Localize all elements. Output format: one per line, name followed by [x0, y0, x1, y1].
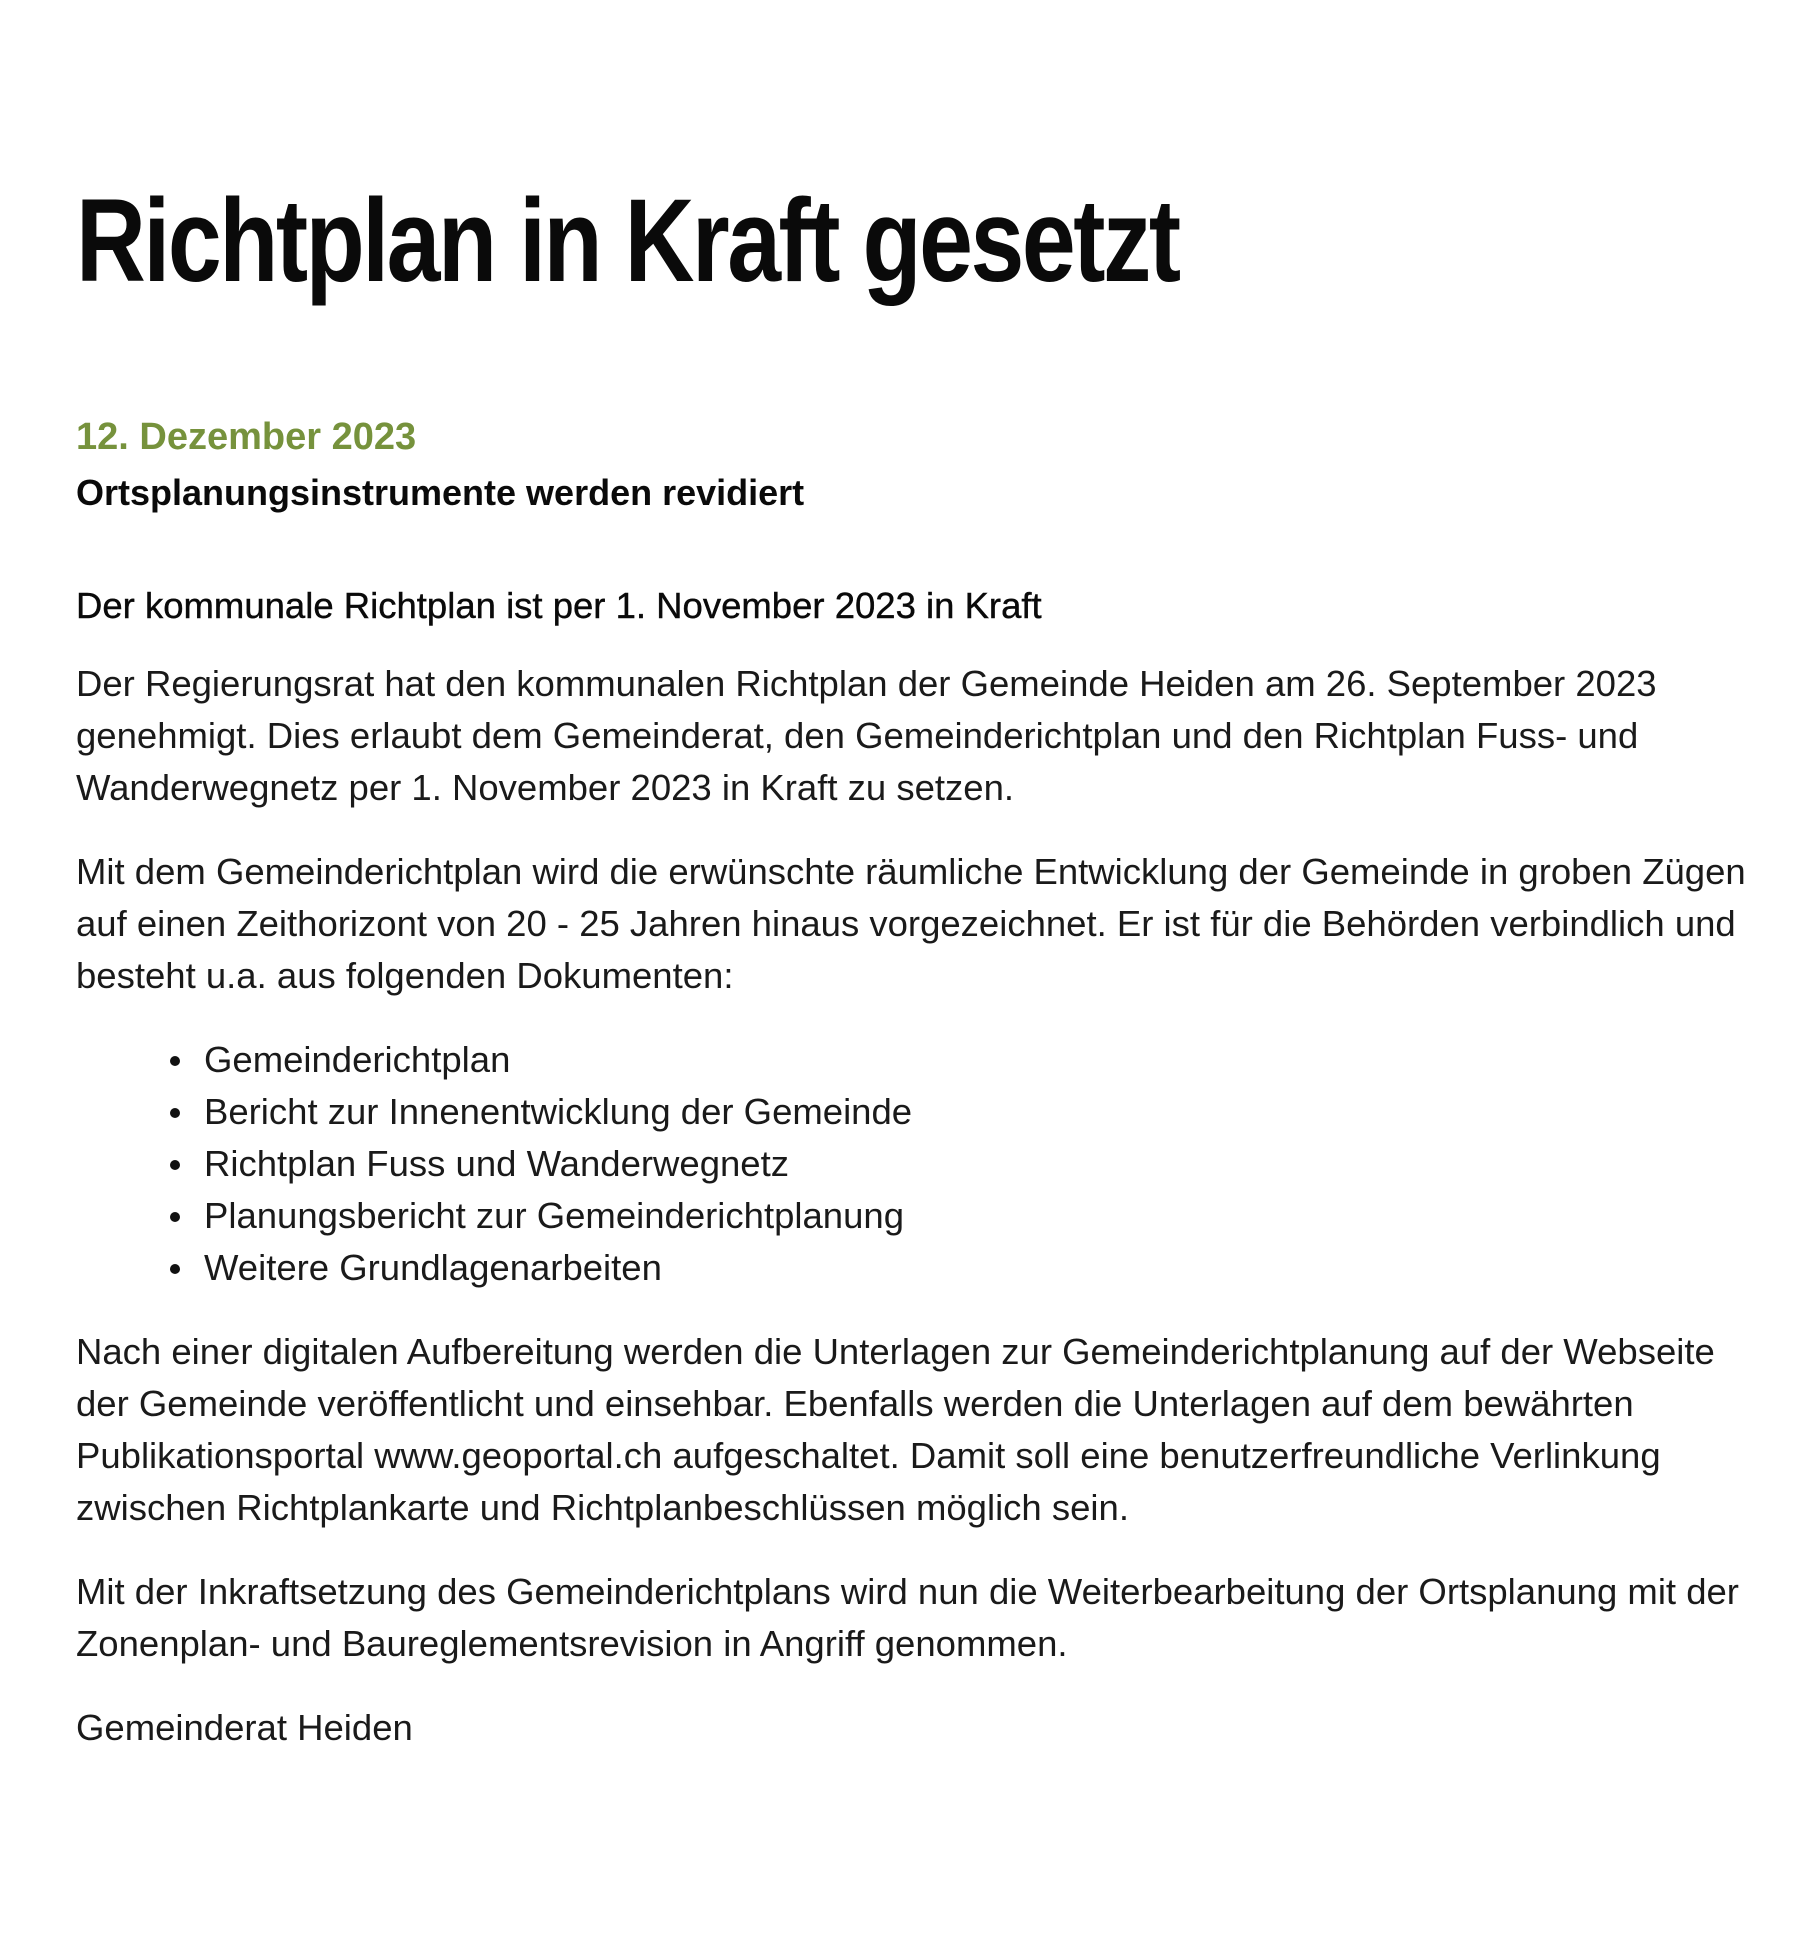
list-item: Gemeinderichtplan: [204, 1034, 1756, 1086]
paragraph-approval: Der Regierungsrat hat den kommunalen Richtplan der Gemeinde Heiden am 26. September 2023 genehmigt. Dies erlaubt dem Gemeinderat, den Gemeinderichtplan und den Richtplan Fuss- und Wanderwegnetz per 1. November 2023 in Kraft zu setzen.: [76, 663, 1657, 808]
paragraph-next-steps: Mit der Inkraftsetzung des Gemeinderichtplans wird nun die Weiterbearbeitung der Ortsplanung mit der Zonenplan- und Baureglementsrevision in Angriff genommen.: [76, 1571, 1739, 1664]
document-list: [76, 1034, 1756, 1294]
article-meta: [76, 412, 1756, 518]
list-item: Richtplan Fuss und Wanderwegnetz: [204, 1138, 1756, 1190]
article-subtitle: Ortsplanungsinstrumente werden revidiert: [76, 472, 805, 513]
paragraph-gemeinderichtplan: Mit dem Gemeinderichtplan wird die erwünschte räumliche Entwicklung der Gemeinde in groben Zügen auf einen Zeithorizont von 20 - 25 Jahren hinaus vorgezeichnet. Er ist für die Behörden verbindlich und besteht u.a. aus folgenden Dokumenten:: [76, 851, 1746, 996]
publication-date: 12. Dezember 2023: [76, 416, 417, 458]
list-item: Weitere Grundlagenarbeiten: [204, 1242, 1756, 1294]
lead-heading: Der kommunale Richtplan ist per 1. November 2023 in Kraft: [76, 585, 1042, 626]
page-title: Richtplan in Kraft gesetzt: [76, 175, 1179, 307]
article-body: [76, 580, 1756, 1754]
signature: Gemeinderat Heiden: [76, 1707, 413, 1748]
list-item: Planungsbericht zur Gemeinderichtplanung: [204, 1190, 1756, 1242]
list-item: Bericht zur Innenentwicklung der Gemeinde: [204, 1086, 1756, 1138]
paragraph-publication: Nach einer digitalen Aufbereitung werden die Unterlagen zur Gemeinderichtplanung auf der Webseite der Gemeinde veröffentlicht und einsehbar. Ebenfalls werden die Unterlagen auf dem bewährten Publikationsportal www.geoportal.ch aufgeschaltet. Damit soll eine benutzerfreundliche Verlinkung zwischen Richtplankarte und Richtplanbeschlüssen möglich sein.: [76, 1331, 1715, 1528]
